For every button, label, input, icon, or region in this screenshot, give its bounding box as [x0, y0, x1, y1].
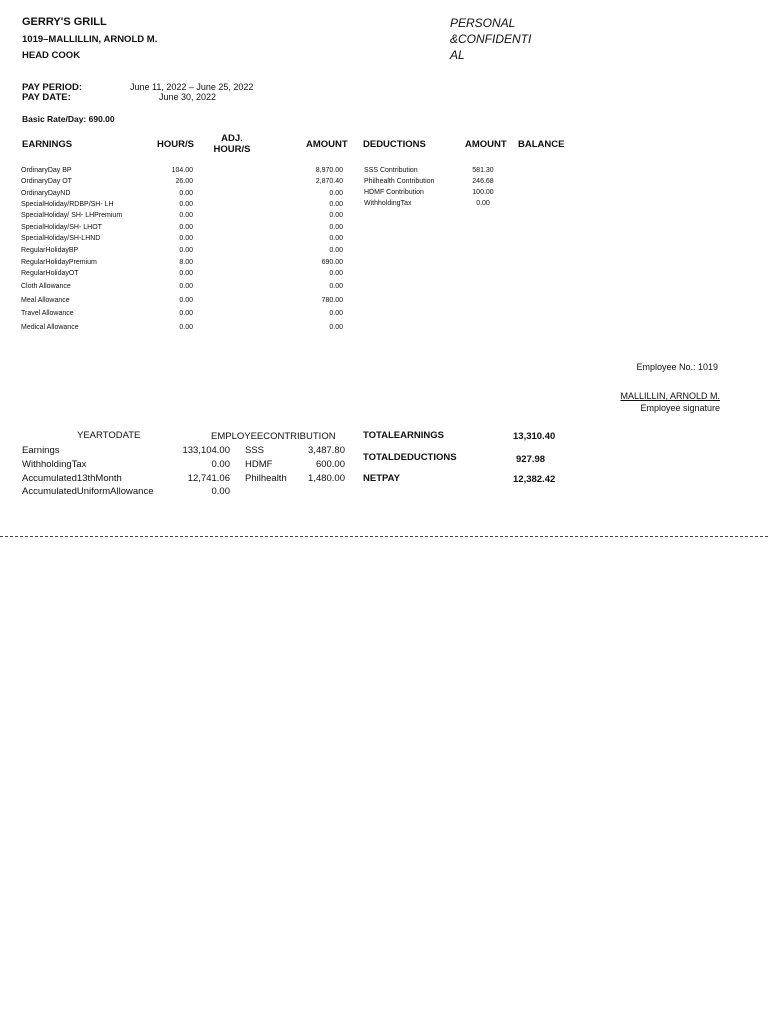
ytd-title: YEARTODATE — [77, 430, 141, 441]
earning-label: Medical Allowance — [21, 324, 79, 331]
total-earnings-value: 13,310.40 — [513, 431, 556, 442]
earning-hours: 0.00 — [179, 297, 193, 304]
earning-hours: 0.00 — [179, 270, 193, 277]
earning-label: Meal Allowance — [21, 297, 70, 304]
ytd-label: Accumulated13thMonth — [22, 473, 122, 484]
confidential-line-1: PERSONAL — [450, 16, 516, 30]
earning-amount: 0.00 — [329, 270, 343, 277]
earning-label: OrdinaryDay BP — [21, 167, 72, 174]
deduction-amount: 246.68 — [472, 178, 494, 185]
earning-label: OrdinaryDay OT — [21, 178, 72, 185]
ytd-label: Earnings — [22, 445, 60, 456]
earning-amount: 0.00 — [329, 224, 343, 231]
basic-rate: Basic Rate/Day: 690.00 — [22, 114, 115, 124]
earning-amount: 0.00 — [329, 190, 343, 197]
earning-hours: 8.00 — [179, 259, 193, 266]
earning-label: SpecialHoliday/SH- LHOT — [21, 224, 102, 231]
hours-header: HOUR/S — [157, 139, 194, 150]
earning-amount: 0.00 — [329, 247, 343, 254]
earning-label: RegularHolidayBP — [21, 247, 79, 254]
ytd-label: AccumulatedUniformAllowance — [22, 486, 154, 497]
contribution-title: EMPLOYEECONTRIBUTION — [211, 431, 336, 442]
earning-hours: 0.00 — [179, 324, 193, 331]
signature-caption: Employee signature — [640, 403, 720, 413]
ytd-value: 0.00 — [211, 459, 230, 470]
contribution-value: 1,480.00 — [308, 473, 345, 484]
earning-label: Cloth Allowance — [21, 283, 71, 290]
earning-label: OrdinaryDayND — [21, 190, 71, 197]
deduction-amount: 581.30 — [472, 167, 494, 174]
earning-hours: 0.00 — [179, 224, 193, 231]
total-deductions-label: TOTALDEDUCTIONS — [363, 452, 457, 463]
earning-hours: 0.00 — [179, 201, 193, 208]
deduction-amount: 0.00 — [476, 200, 490, 207]
confidential-line-2: &CONFIDENTI — [450, 32, 532, 46]
ytd-label: WithholdingTax — [22, 459, 87, 470]
earning-amount: 2,870.40 — [315, 178, 343, 185]
earning-hours: 0.00 — [179, 212, 193, 219]
cut-line-divider — [0, 536, 768, 537]
total-earnings-label: TOTALEARNINGS — [363, 430, 444, 441]
confidential-notice — [450, 15, 531, 63]
earning-amount: 0.00 — [329, 201, 343, 208]
pay-period-value: June 11, 2022 – June 25, 2022 — [130, 82, 254, 92]
earning-amount: 780.00 — [321, 297, 343, 304]
earning-label: RegularHolidayPremium — [21, 259, 97, 266]
employee-id-name: 1019–MALLILLIN, ARNOLD M. — [22, 34, 158, 45]
signature-name: MALLILLIN, ARNOLD M. — [620, 391, 720, 401]
total-deductions-value: 927.98 — [516, 454, 546, 465]
net-pay-value: 12,382.42 — [513, 474, 556, 485]
adj-hours-header — [206, 133, 258, 155]
net-pay-label: NETPAY — [363, 473, 400, 484]
earning-hours: 0.00 — [179, 283, 193, 290]
earning-label: Travel Allowance — [21, 310, 74, 317]
pay-date-label: PAY DATE: — [22, 92, 71, 103]
earning-hours: 0.00 — [179, 310, 193, 317]
company-name: GERRY'S GRILL — [22, 16, 107, 28]
amount-header: AMOUNT — [306, 139, 348, 150]
pay-date-value: June 30, 2022 — [159, 92, 217, 102]
earning-hours: 0.00 — [179, 235, 193, 242]
ytd-value: 12,741.06 — [187, 473, 230, 484]
deduction-amount-header: AMOUNT — [465, 139, 507, 150]
contribution-label: SSS — [245, 445, 265, 456]
ytd-value: 0.00 — [211, 486, 230, 497]
earning-hours: 0.00 — [179, 190, 193, 197]
confidential-line-3: AL — [450, 48, 465, 62]
earning-label: SpecialHoliday/RDBP/SH- LH — [21, 201, 114, 208]
adj-hours-header-line2: HOUR/S — [213, 144, 251, 155]
deduction-label: SSS Contribution — [364, 167, 418, 174]
earning-amount: 0.00 — [329, 324, 343, 331]
deduction-label: WithholdingTax — [364, 200, 412, 207]
earning-amount: 0.00 — [329, 212, 343, 219]
ytd-value: 133,104.00 — [182, 445, 230, 456]
earning-label: SpecialHoliday/SH-LHND — [21, 235, 101, 242]
adj-hours-header-line1: ADJ. — [221, 133, 243, 144]
earnings-header: EARNINGS — [22, 139, 73, 150]
contribution-label: HDMF — [245, 459, 273, 470]
earning-hours: 0.00 — [179, 247, 193, 254]
earning-label: RegularHolidayOT — [21, 270, 79, 277]
earning-amount: 690.00 — [321, 259, 343, 266]
earning-label: SpecialHoliday/ SH- LHPremium — [21, 212, 123, 219]
earning-amount: 8,970.00 — [315, 167, 343, 174]
employee-position: HEAD COOK — [22, 50, 81, 61]
earning-hours: 104.00 — [171, 167, 193, 174]
employee-number: Employee No.: 1019 — [636, 362, 718, 372]
contribution-label: Philhealth — [245, 473, 287, 484]
earning-amount: 0.00 — [329, 283, 343, 290]
deduction-label: HDMF Contribution — [364, 189, 424, 196]
balance-header: BALANCE — [518, 139, 565, 150]
pay-period-label: PAY PERIOD: — [22, 82, 83, 93]
earning-hours: 26.00 — [175, 178, 193, 185]
deduction-label: Philhealth Contribution — [364, 178, 435, 185]
earning-amount: 0.00 — [329, 235, 343, 242]
deductions-header: DEDUCTIONS — [363, 139, 426, 150]
earning-amount: 0.00 — [329, 310, 343, 317]
contribution-value: 3,487.80 — [308, 445, 345, 456]
deduction-amount: 100.00 — [472, 189, 494, 196]
contribution-value: 600.00 — [315, 459, 345, 470]
